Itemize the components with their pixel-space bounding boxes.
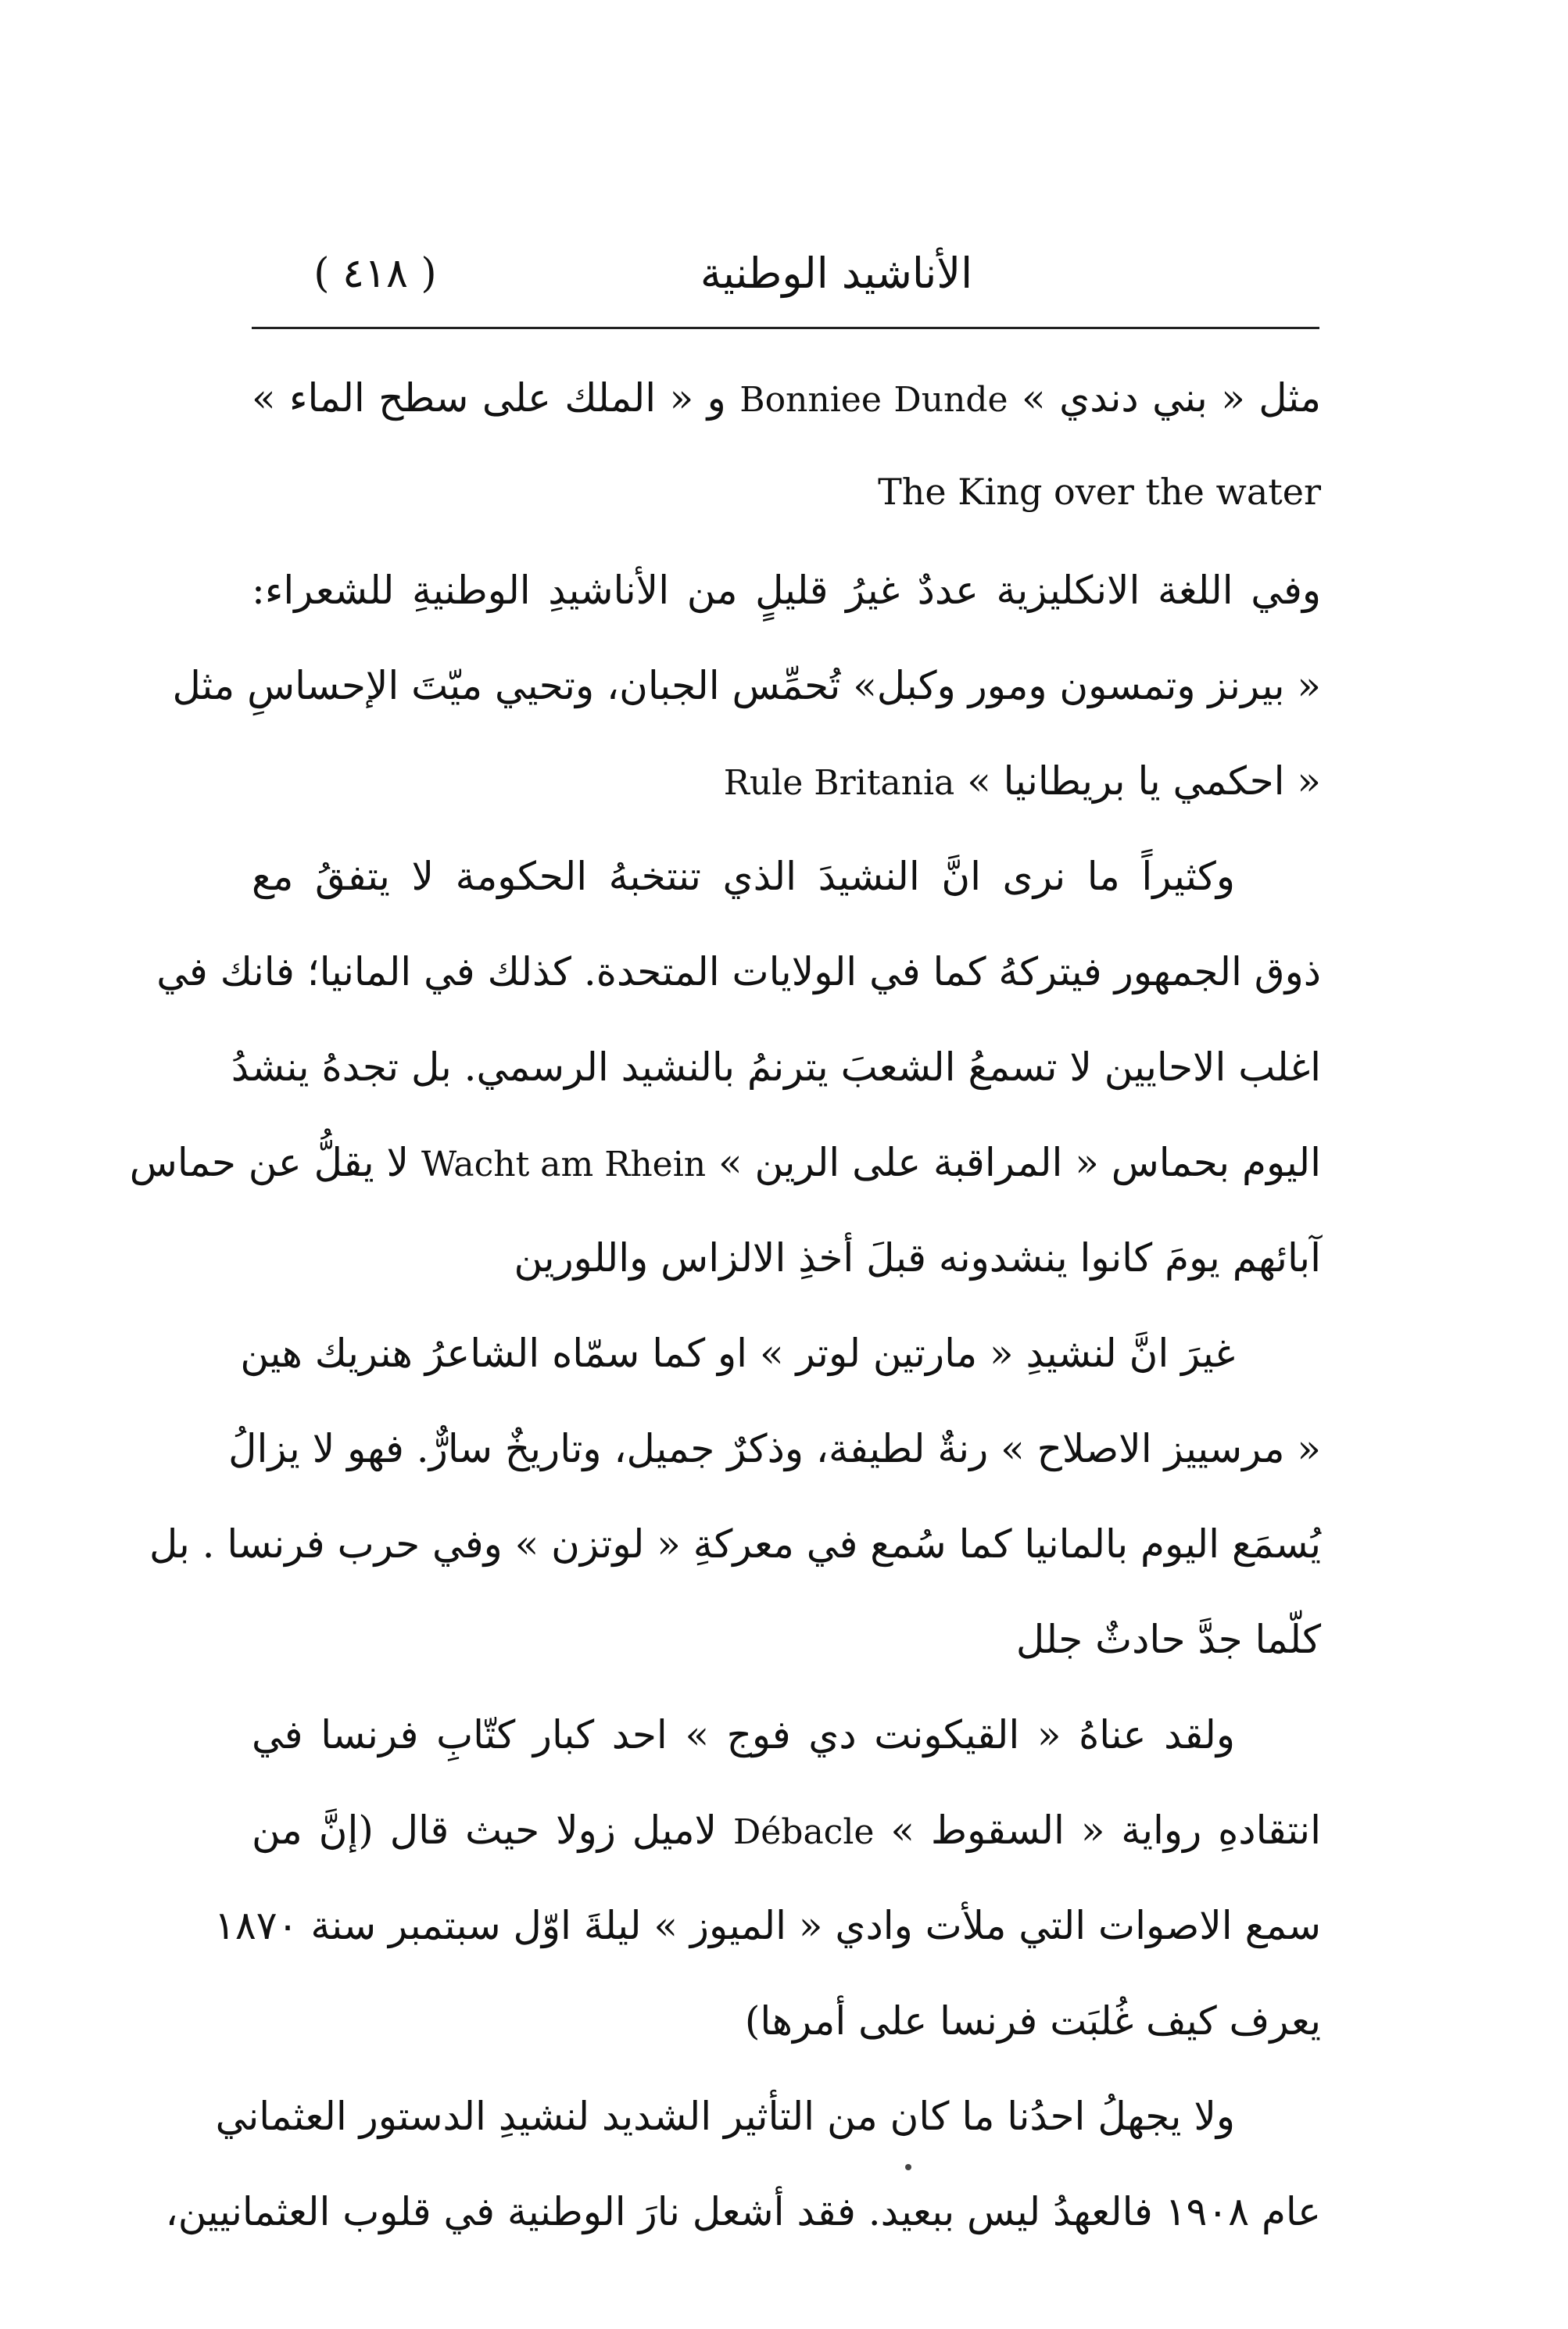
text-line: يعرف كيف غُلبَت فرنسا على أمرها)	[744, 1998, 1321, 2044]
text-line: ذوق الجمهور فيتركهُ كما في الولايات المتحدة. كذلك في المانيا؛ فانك في	[156, 949, 1321, 994]
text-line	[252, 733, 1321, 829]
latin-line: The King over the water	[878, 471, 1321, 513]
text-line: اغلب الاحايين لا تسمعُ الشعبَ يترنمُ بالنشيد الرسمي. بل تجدهُ ينشدُ	[231, 1044, 1321, 1090]
text-segment: انتقادهِ رواية « السقوط »	[890, 1808, 1321, 1853]
body-text	[129, 350, 1322, 2259]
text-segment: و « الملك على سطح الماء »	[252, 375, 726, 421]
latin-term: Rule Britania	[723, 763, 955, 803]
latin-term: Wacht am Rhein	[421, 1145, 707, 1184]
text-line: وفي اللغة الانكليزية عددٌ غيرُ قليلٍ من الأناشيدِ الوطنيةِ للشعراء:	[252, 568, 1321, 613]
text-segment: اليوم بحماس « المراقبة على الرين »	[718, 1140, 1321, 1185]
page-header	[258, 235, 1321, 321]
text-line	[129, 1115, 1321, 1210]
page-number: ( ٤١٨ )	[313, 250, 437, 297]
paragraph-start-line: غيرَ انَّ لنشيدِ « مارتين لوتر » او كما سمّاه الشاعرُ هنريك هين	[240, 1331, 1235, 1376]
paragraph-start-line: ولا يجهلُ احدُنا ما كان من التأثير الشديد لنشيدِ الدستور العثماني	[215, 2094, 1235, 2139]
text-line: عام ١٩٠٨ فالعهدُ ليس ببعيد. فقد أشعل نارَ الوطنية في قلوب العثمانيين،	[165, 2189, 1321, 2234]
text-line: سمع الاصوات التي ملأت وادي « الميوز » ليلةَ اوّل سبتمبر سنة ١٨٧٠	[214, 1903, 1321, 1948]
footer-dot	[905, 2164, 911, 2170]
text-line: يُسمَع اليوم بالمانيا كما سُمع في معركةِ « لوتزن » وفي حرب فرنسا . بل	[149, 1521, 1321, 1567]
text-line: « مرسييز الاصلاح » رنةٌ لطيفة، وذكرٌ جميل، وتاريخٌ سارٌّ. فهو لا يزالُ	[228, 1426, 1321, 1471]
text-segment: مثل « بني دندي »	[1022, 375, 1322, 421]
paragraph-start-line: وكثيراً ما نرى انَّ النشيدَ الذي تنتخبهُ الحكومة لا يتفقُ مع	[252, 854, 1235, 899]
text-segment: لا يقلُّ عن حماس	[129, 1140, 410, 1185]
text-segment: لاميل زولا حيث قال (إنَّ من	[252, 1808, 718, 1853]
text-segment: « احكمي يا بريطانيا »	[967, 758, 1321, 804]
text-line: « بيرنز وتمسون ومور وكبل» تُحمِّس الجبان، وتحيي ميّتَ الإحساسِ مثل	[172, 663, 1321, 708]
text-line	[252, 350, 1321, 446]
header-rule	[252, 327, 1319, 329]
paragraph-start-line: ولقد عناهُ « القيكونت دي فوج » احد كبار كتّابِ فرنسا في	[252, 1712, 1235, 1757]
text-line: آبائهم يومَ كانوا ينشدونه قبلَ أخذِ الالزاس واللورين	[514, 1235, 1321, 1281]
latin-term: Débacle	[732, 1812, 875, 1852]
text-line: كلّما جدَّ حادثٌ جلل	[1015, 1617, 1321, 1662]
running-title: الأناشيد الوطنية	[700, 249, 973, 298]
text-line	[252, 1783, 1321, 1878]
latin-term: Bonniee Dunde	[739, 380, 1008, 420]
